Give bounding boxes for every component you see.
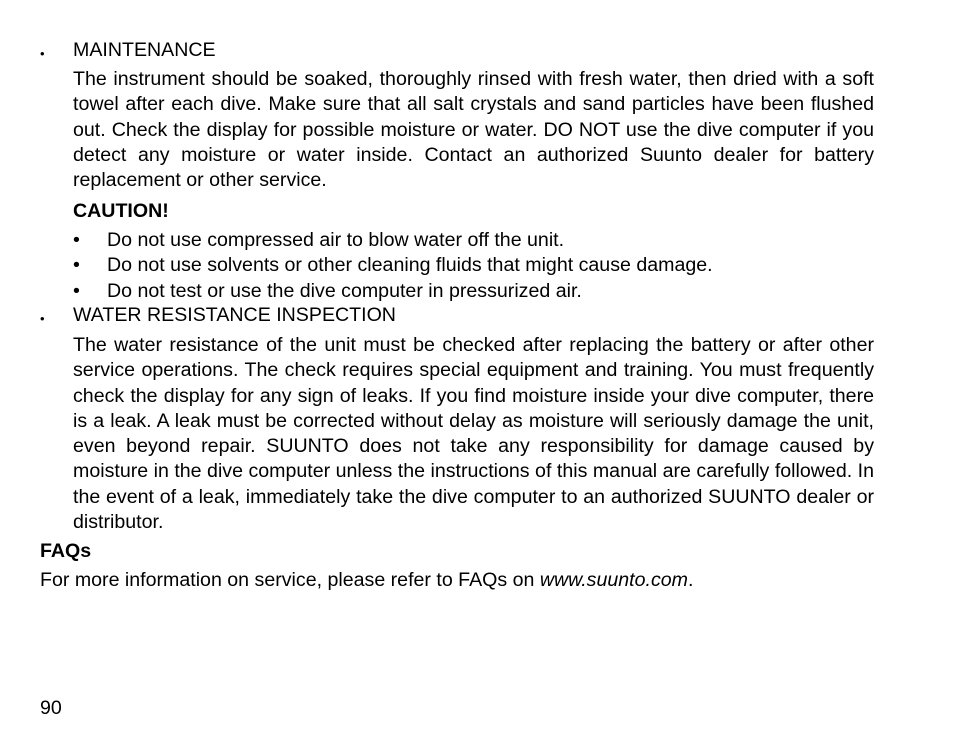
faqs-text [40,568,693,593]
caution-title: CAUTION! [73,200,169,222]
maintenance-paragraph: The instrument should be soaked, thoroughly rinsed with fresh water, then dried with a soft towel after each dive. Make sure that all salt crystals and sand particles have been flushed out. Check the display for possible moisture or water. DO NOT use the dive computer if you detect any moisture or water inside. Contact an authorized Suunto dealer for battery replacement or other service. [73,68,874,192]
page-number: 90 [40,697,62,719]
caution-item [73,253,874,278]
water-resistance-heading: WATER RESISTANCE INSPECTION [73,304,396,326]
suunto-link[interactable]: www.suunto.com [539,569,688,591]
caution-list [73,228,874,304]
bullet-dot: • [40,46,45,61]
caution-item-text: Do not use compressed air to blow water off the unit. [107,229,565,251]
water-resistance-paragraph: The water resistance of the unit must be checked after replacing the battery or after other service operations. The check requires special equipment and training. You must frequently check the display for any sign of leaks. If you find moisture inside your dive computer, there is a leak. A leak must be corrected without delay as moisture will seriously damage the unit, even beyond repair. SUUNTO does not take any responsibility for damage caused by moisture in the dive computer unless the instructions of this manual are carefully followed. In the event of a leak, immediately take the dive computer to an authorized SUUNTO dealer or distributor. [73,334,874,534]
faqs-text-before: For more information on service, please refer to FAQs on [40,569,540,591]
caution-item-text: Do not use solvents or other cleaning fluids that might cause damage. [107,254,713,277]
caution-item [73,228,874,253]
caution-item-text: Do not test or use the dive computer in pressurized air. [107,279,582,302]
faqs-text-after: . [687,569,694,591]
bullet-dot: • [73,254,80,277]
caution-item [73,279,874,304]
faqs-heading: FAQs [40,540,92,562]
bullet-dot: • [40,311,45,326]
maintenance-heading: MAINTENANCE [73,39,216,61]
bullet-dot: • [73,279,80,302]
bullet-dot: • [73,229,80,251]
